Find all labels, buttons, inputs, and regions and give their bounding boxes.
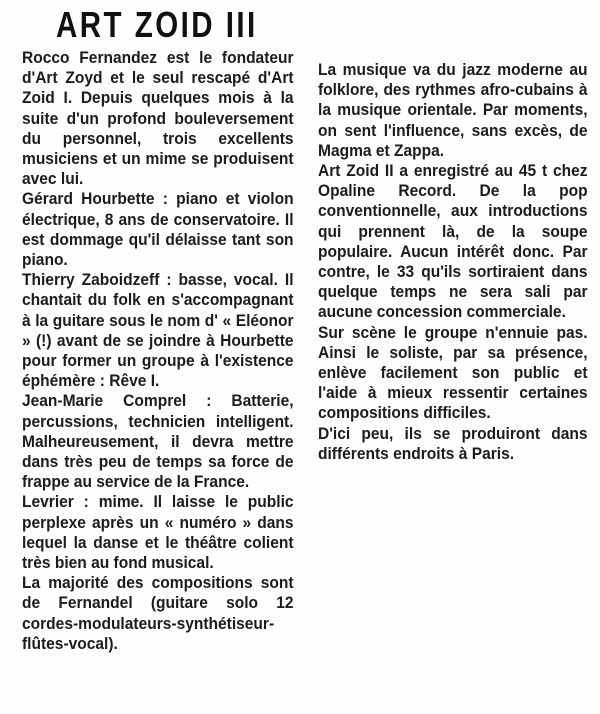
paragraph-musique: La musique va du jazz moderne au folklore, des rythmes afro-cubains à la musique orientale. Par moments, on sent l'influence, sans excès, de Magma et Zappa. [318, 61, 588, 160]
paragraph-zaboidzeff: Thierry Zaboidzeff : basse, vocal. Il chantait du folk en s'accompagnant à la guitare sous le nom d' « Eléonor » (!) avant de se joindre à Hourbette pour former un groupe à l'existence éphémère : Rêve I. [22, 271, 294, 391]
paragraph-enregistrement: Art Zoid II a enregistré au 45 t chez Opaline Record. De la pop conventionnelle, aux introductions qui prennent là, de la soupe populaire. Aucun intérêt donc. Par contre, le 33 qu'ils sortiraient dans quelque temps ne sera sali par aucune concession commerciale. [318, 162, 588, 322]
paragraph-levrier: Levrier : mime. Il laisse le public perplexe après un « numéro » dans lequel la danse et le théâtre colient très bien au fond musical. [22, 493, 294, 573]
paragraph-scene: Sur scène le groupe n'ennuie pas. Ainsi le soliste, par sa présence, enlève facilement son public et l'aide à mieux ressentir certaines compositions difficiles. [318, 323, 588, 423]
article-title: ART ZOID III [56, 4, 258, 45]
paragraph-hourbette: Gérard Hourbette : piano et violon électrique, 8 ans de conservatoire. Il est dommage qu'il délaisse tant son piano. [22, 190, 294, 270]
right-column [318, 60, 588, 464]
paragraph-comprel: Jean-Marie Comprel : Batterie, percussions, technicien intelligent. Malheureusement, il devra mettre dans très peu de temps sa force de frappe au service de la France. [22, 392, 294, 492]
paragraph-paris: D'ici peu, ils se produiront dans différents endroits à Paris. [318, 424, 588, 463]
paragraph-compositions: La majorité des compositions sont de Fernandel (guitare solo 12 cordes-modulateurs-synthétiseur-flûtes-vocal). [22, 574, 294, 653]
paragraph-fondateur: Rocco Fernandez est le fondateur d'Art Zoyd et le seul rescapé d'Art Zoid I. Depuis quelques mois à la suite d'un profond bouleversement du personnel, trois excellents musiciens et un mime se produisent avec lui. [22, 49, 294, 189]
left-column [22, 48, 294, 654]
